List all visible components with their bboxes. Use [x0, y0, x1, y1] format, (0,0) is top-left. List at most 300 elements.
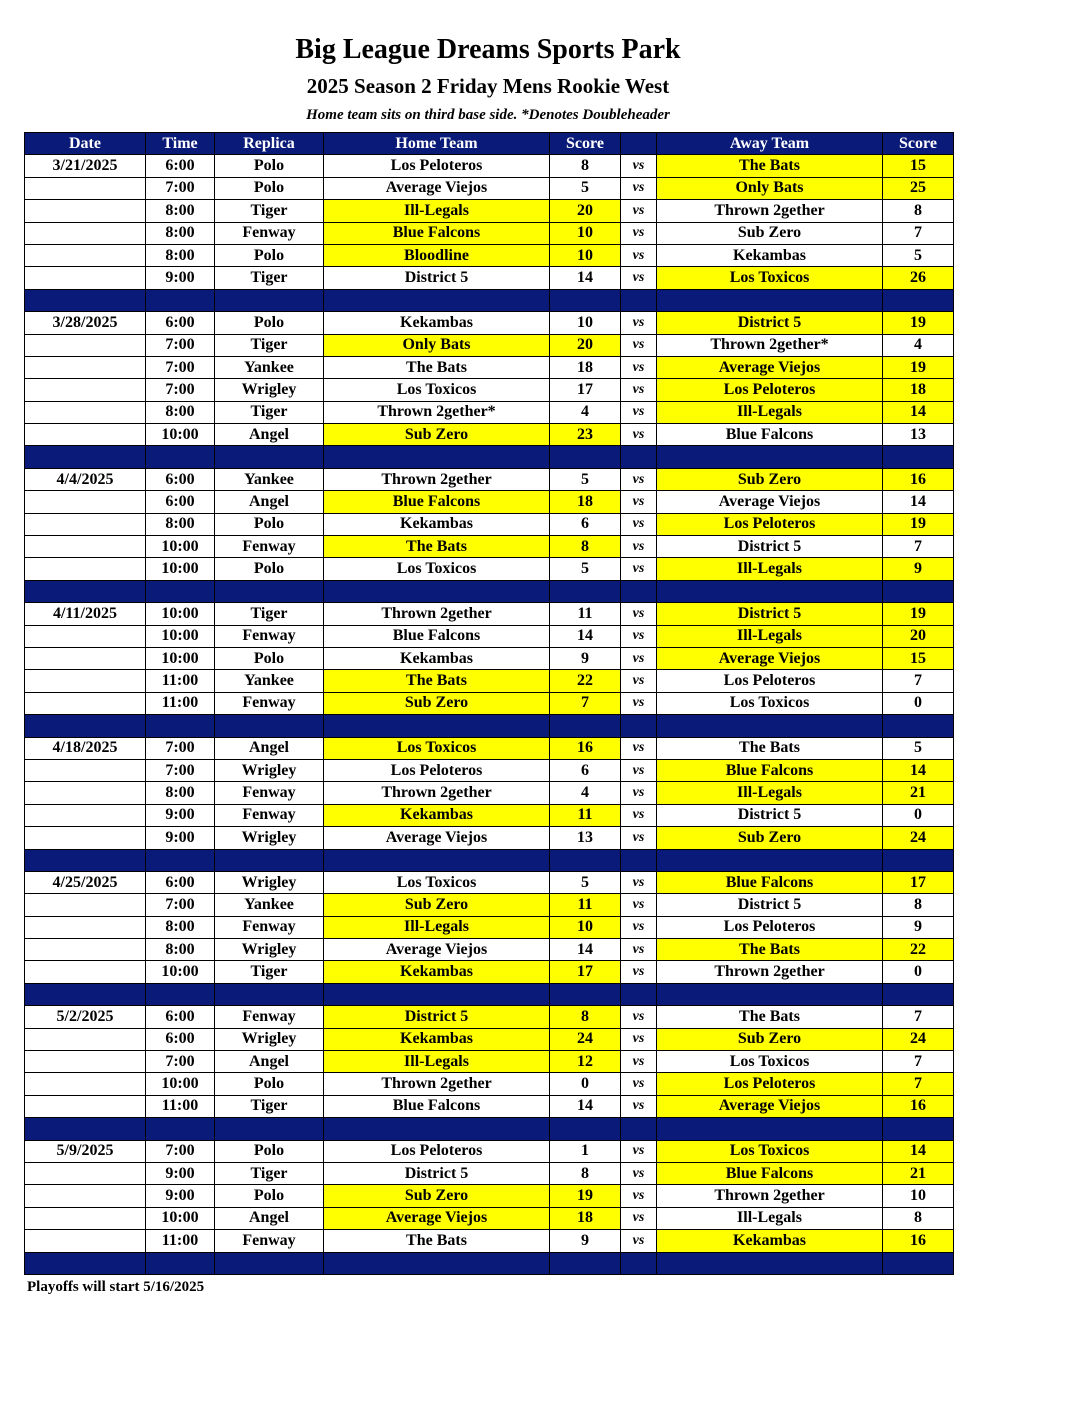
table-row [25, 1028, 954, 1050]
vs-cell: vs [621, 1073, 657, 1095]
date-cell [25, 334, 146, 356]
vs-cell: vs [621, 625, 657, 647]
vs-cell: vs [621, 1028, 657, 1050]
field-cell: Yankee [215, 356, 324, 378]
separator-cell [215, 715, 324, 737]
field-cell: Fenway [215, 916, 324, 938]
vs-cell: vs [621, 916, 657, 938]
home-team-cell: Thrown 2gether [324, 782, 550, 804]
vs-cell: vs [621, 603, 657, 625]
away-score-cell: 8 [883, 200, 954, 222]
vs-cell: vs [621, 155, 657, 177]
table-row [25, 334, 954, 356]
home-team-cell: Sub Zero [324, 424, 550, 446]
away-team-cell: Los Toxicos [657, 267, 883, 289]
away-team-cell: Blue Falcons [657, 871, 883, 893]
date-cell [25, 491, 146, 513]
away-team-cell: Los Peloteros [657, 916, 883, 938]
away-team-cell: Blue Falcons [657, 1162, 883, 1184]
separator-cell [621, 1252, 657, 1274]
separator-cell [883, 1252, 954, 1274]
table-row [25, 222, 954, 244]
home-score-cell: 4 [550, 782, 621, 804]
away-score-cell: 7 [883, 670, 954, 692]
date-cell [25, 1028, 146, 1050]
table-row [25, 513, 954, 535]
date-cell [25, 625, 146, 647]
away-team-cell: Ill-Legals [657, 625, 883, 647]
away-score-cell: 19 [883, 312, 954, 334]
home-team-cell: Los Peloteros [324, 759, 550, 781]
home-score-cell: 6 [550, 759, 621, 781]
separator-cell [324, 289, 550, 311]
home-team-cell: Los Peloteros [324, 155, 550, 177]
separator-cell [621, 446, 657, 468]
home-team-cell: Thrown 2gether [324, 1073, 550, 1095]
separator-cell [146, 849, 215, 871]
vs-cell: vs [621, 424, 657, 446]
away-score-cell: 7 [883, 1051, 954, 1073]
away-team-cell: Ill-Legals [657, 401, 883, 423]
time-cell: 6:00 [146, 871, 215, 893]
field-cell: Angel [215, 424, 324, 446]
away-score-cell: 18 [883, 379, 954, 401]
week-separator-row [25, 715, 954, 737]
time-cell: 10:00 [146, 603, 215, 625]
vs-cell: vs [621, 961, 657, 983]
away-team-cell: Average Viejos [657, 356, 883, 378]
home-team-cell: District 5 [324, 267, 550, 289]
separator-cell [324, 580, 550, 602]
table-row [25, 939, 954, 961]
home-team-cell: Blue Falcons [324, 1095, 550, 1117]
table-row [25, 244, 954, 266]
home-score-cell: 22 [550, 670, 621, 692]
date-cell [25, 200, 146, 222]
field-cell: Fenway [215, 222, 324, 244]
time-cell: 8:00 [146, 513, 215, 535]
home-score-cell: 24 [550, 1028, 621, 1050]
week-separator-row [25, 1252, 954, 1274]
separator-cell [621, 983, 657, 1005]
vs-cell: vs [621, 871, 657, 893]
home-team-cell: Average Viejos [324, 827, 550, 849]
table-row [25, 916, 954, 938]
field-cell: Fenway [215, 536, 324, 558]
time-cell: 9:00 [146, 1162, 215, 1184]
table-row [25, 871, 954, 893]
away-score-cell: 9 [883, 558, 954, 580]
home-team-cell: Thrown 2gether [324, 468, 550, 490]
date-cell [25, 804, 146, 826]
separator-cell [621, 1118, 657, 1140]
time-cell: 6:00 [146, 1028, 215, 1050]
table-row [25, 491, 954, 513]
away-score-cell: 4 [883, 334, 954, 356]
time-cell: 11:00 [146, 670, 215, 692]
home-score-cell: 9 [550, 1230, 621, 1252]
schedule-body [25, 155, 954, 1275]
separator-cell [657, 580, 883, 602]
vs-cell: vs [621, 334, 657, 356]
table-row [25, 1185, 954, 1207]
time-cell: 8:00 [146, 222, 215, 244]
separator-cell [621, 849, 657, 871]
separator-cell [657, 1252, 883, 1274]
home-team-cell: Bloodline [324, 244, 550, 266]
separator-cell [657, 849, 883, 871]
away-team-cell: Los Toxicos [657, 1051, 883, 1073]
vs-cell: vs [621, 692, 657, 714]
table-row [25, 827, 954, 849]
time-cell: 7:00 [146, 177, 215, 199]
separator-cell [25, 446, 146, 468]
home-team-cell: Kekambas [324, 513, 550, 535]
home-score-cell: 0 [550, 1073, 621, 1095]
time-cell: 10:00 [146, 1073, 215, 1095]
table-row [25, 1207, 954, 1229]
time-cell: 8:00 [146, 244, 215, 266]
time-cell: 9:00 [146, 267, 215, 289]
home-score-cell: 9 [550, 647, 621, 669]
separator-cell [550, 715, 621, 737]
separator-cell [324, 446, 550, 468]
date-cell [25, 379, 146, 401]
away-team-cell: Sub Zero [657, 222, 883, 244]
separator-cell [324, 1118, 550, 1140]
home-score-cell: 17 [550, 379, 621, 401]
table-row [25, 1140, 954, 1162]
home-team-cell: Blue Falcons [324, 222, 550, 244]
away-score-cell: 16 [883, 468, 954, 490]
field-cell: Wrigley [215, 939, 324, 961]
home-team-cell: Ill-Legals [324, 916, 550, 938]
home-score-cell: 14 [550, 1095, 621, 1117]
field-cell: Polo [215, 647, 324, 669]
vs-cell: vs [621, 200, 657, 222]
separator-cell [550, 446, 621, 468]
home-score-cell: 14 [550, 267, 621, 289]
date-cell: 3/28/2025 [25, 312, 146, 334]
home-score-cell: 13 [550, 827, 621, 849]
field-cell: Angel [215, 737, 324, 759]
table-row [25, 177, 954, 199]
date-cell [25, 961, 146, 983]
home-team-cell: Sub Zero [324, 692, 550, 714]
field-cell: Tiger [215, 401, 324, 423]
home-team-cell: Kekambas [324, 647, 550, 669]
away-score-cell: 14 [883, 1140, 954, 1162]
date-cell [25, 647, 146, 669]
time-cell: 11:00 [146, 1230, 215, 1252]
table-row [25, 1095, 954, 1117]
time-cell: 7:00 [146, 759, 215, 781]
separator-cell [883, 580, 954, 602]
vs-cell: vs [621, 782, 657, 804]
field-cell: Wrigley [215, 871, 324, 893]
home-score-cell: 8 [550, 536, 621, 558]
away-team-cell: Los Peloteros [657, 1073, 883, 1095]
away-score-cell: 16 [883, 1230, 954, 1252]
date-cell [25, 782, 146, 804]
away-team-cell: Los Toxicos [657, 692, 883, 714]
away-score-cell: 7 [883, 1006, 954, 1028]
field-cell: Yankee [215, 468, 324, 490]
home-score-cell: 10 [550, 916, 621, 938]
separator-cell [215, 1252, 324, 1274]
home-team-cell: The Bats [324, 536, 550, 558]
field-cell: Angel [215, 1051, 324, 1073]
home-score-cell: 14 [550, 939, 621, 961]
date-cell [25, 356, 146, 378]
date-cell: 3/21/2025 [25, 155, 146, 177]
home-team-cell: Thrown 2gether [324, 603, 550, 625]
vs-cell: vs [621, 177, 657, 199]
field-cell: Polo [215, 1073, 324, 1095]
away-team-cell: The Bats [657, 1006, 883, 1028]
home-team-cell: Only Bats [324, 334, 550, 356]
field-cell: Tiger [215, 961, 324, 983]
date-cell [25, 894, 146, 916]
date-cell [25, 536, 146, 558]
home-score-cell: 10 [550, 244, 621, 266]
time-cell: 6:00 [146, 312, 215, 334]
date-cell [25, 1095, 146, 1117]
home-score-cell: 8 [550, 155, 621, 177]
field-cell: Tiger [215, 200, 324, 222]
separator-cell [550, 983, 621, 1005]
week-separator-row [25, 580, 954, 602]
away-score-cell: 19 [883, 356, 954, 378]
date-cell [25, 916, 146, 938]
separator-cell [550, 289, 621, 311]
week-separator-row [25, 446, 954, 468]
away-team-cell: Thrown 2gether [657, 200, 883, 222]
date-cell [25, 222, 146, 244]
field-cell: Tiger [215, 603, 324, 625]
table-row [25, 759, 954, 781]
vs-cell: vs [621, 513, 657, 535]
field-cell: Polo [215, 558, 324, 580]
away-team-cell: Ill-Legals [657, 1207, 883, 1229]
time-cell: 7:00 [146, 356, 215, 378]
field-cell: Wrigley [215, 827, 324, 849]
home-team-cell: Kekambas [324, 1028, 550, 1050]
col-away-team: Away Team [657, 133, 883, 155]
home-team-cell: Los Toxicos [324, 558, 550, 580]
home-score-cell: 7 [550, 692, 621, 714]
separator-cell [550, 849, 621, 871]
date-cell [25, 401, 146, 423]
week-separator-row [25, 1118, 954, 1140]
col-time: Time [146, 133, 215, 155]
home-team-cell: Average Viejos [324, 1207, 550, 1229]
time-cell: 9:00 [146, 827, 215, 849]
away-team-cell: District 5 [657, 804, 883, 826]
home-team-cell: Blue Falcons [324, 625, 550, 647]
field-cell: Polo [215, 155, 324, 177]
table-row [25, 1006, 954, 1028]
home-score-cell: 11 [550, 894, 621, 916]
table-row [25, 603, 954, 625]
time-cell: 7:00 [146, 737, 215, 759]
field-cell: Tiger [215, 267, 324, 289]
date-cell: 5/2/2025 [25, 1006, 146, 1028]
away-score-cell: 7 [883, 536, 954, 558]
time-cell: 9:00 [146, 1185, 215, 1207]
table-row [25, 1162, 954, 1184]
date-cell [25, 558, 146, 580]
away-score-cell: 14 [883, 759, 954, 781]
week-separator-row [25, 289, 954, 311]
playoffs-note: Playoffs will start 5/16/2025 [27, 1279, 205, 1295]
time-cell: 10:00 [146, 1207, 215, 1229]
field-cell: Polo [215, 312, 324, 334]
away-team-cell: Thrown 2gether [657, 1185, 883, 1207]
away-score-cell: 16 [883, 1095, 954, 1117]
field-cell: Yankee [215, 670, 324, 692]
away-team-cell: Ill-Legals [657, 782, 883, 804]
vs-cell: vs [621, 1185, 657, 1207]
separator-cell [621, 715, 657, 737]
away-team-cell: Only Bats [657, 177, 883, 199]
away-team-cell: Thrown 2gether* [657, 334, 883, 356]
away-score-cell: 0 [883, 804, 954, 826]
separator-cell [215, 1118, 324, 1140]
vs-cell: vs [621, 1095, 657, 1117]
home-score-cell: 11 [550, 603, 621, 625]
date-cell: 4/25/2025 [25, 871, 146, 893]
separator-cell [146, 446, 215, 468]
table-row [25, 894, 954, 916]
away-team-cell: Los Peloteros [657, 379, 883, 401]
separator-cell [657, 1118, 883, 1140]
home-team-cell: Kekambas [324, 312, 550, 334]
vs-cell: vs [621, 894, 657, 916]
home-team-cell: Sub Zero [324, 894, 550, 916]
date-cell [25, 1051, 146, 1073]
away-score-cell: 5 [883, 244, 954, 266]
vs-cell: vs [621, 827, 657, 849]
home-score-cell: 4 [550, 401, 621, 423]
home-team-cell: Los Toxicos [324, 379, 550, 401]
away-team-cell: Average Viejos [657, 647, 883, 669]
away-score-cell: 24 [883, 1028, 954, 1050]
home-team-cell: The Bats [324, 356, 550, 378]
date-cell [25, 827, 146, 849]
home-team-cell: Los Toxicos [324, 871, 550, 893]
away-team-cell: District 5 [657, 536, 883, 558]
time-cell: 10:00 [146, 424, 215, 446]
away-score-cell: 14 [883, 401, 954, 423]
separator-cell [657, 289, 883, 311]
date-cell [25, 1207, 146, 1229]
field-cell: Angel [215, 1207, 324, 1229]
date-cell [25, 759, 146, 781]
away-team-cell: Blue Falcons [657, 759, 883, 781]
home-score-cell: 5 [550, 177, 621, 199]
home-team-cell: Thrown 2gether* [324, 401, 550, 423]
away-team-cell: Kekambas [657, 244, 883, 266]
separator-cell [215, 983, 324, 1005]
away-score-cell: 21 [883, 1162, 954, 1184]
table-row [25, 737, 954, 759]
home-score-cell: 10 [550, 222, 621, 244]
table-row [25, 1073, 954, 1095]
table-header-row [25, 133, 954, 155]
table-row [25, 356, 954, 378]
home-score-cell: 8 [550, 1006, 621, 1028]
away-team-cell: Blue Falcons [657, 424, 883, 446]
separator-cell [25, 1252, 146, 1274]
away-team-cell: Sub Zero [657, 468, 883, 490]
date-cell: 4/4/2025 [25, 468, 146, 490]
away-team-cell: District 5 [657, 894, 883, 916]
week-separator-row [25, 983, 954, 1005]
away-score-cell: 0 [883, 692, 954, 714]
col-away-score: Score [883, 133, 954, 155]
field-cell: Wrigley [215, 1028, 324, 1050]
week-separator-row [25, 849, 954, 871]
away-team-cell: The Bats [657, 737, 883, 759]
field-cell: Wrigley [215, 379, 324, 401]
home-score-cell: 18 [550, 1207, 621, 1229]
home-team-cell: The Bats [324, 1230, 550, 1252]
vs-cell: vs [621, 401, 657, 423]
vs-cell: vs [621, 536, 657, 558]
home-score-cell: 11 [550, 804, 621, 826]
home-score-cell: 20 [550, 200, 621, 222]
field-cell: Fenway [215, 804, 324, 826]
separator-cell [25, 715, 146, 737]
page-title: Big League Dreams Sports Park [295, 34, 681, 65]
away-team-cell: The Bats [657, 155, 883, 177]
home-score-cell: 23 [550, 424, 621, 446]
vs-cell: vs [621, 312, 657, 334]
home-team-cell: Sub Zero [324, 1185, 550, 1207]
away-team-cell: Thrown 2gether [657, 961, 883, 983]
away-score-cell: 8 [883, 1207, 954, 1229]
away-team-cell: Average Viejos [657, 1095, 883, 1117]
home-score-cell: 5 [550, 558, 621, 580]
away-team-cell: Sub Zero [657, 827, 883, 849]
schedule-table [24, 132, 954, 1275]
table-row [25, 401, 954, 423]
home-score-cell: 5 [550, 468, 621, 490]
home-team-cell: Kekambas [324, 804, 550, 826]
vs-cell: vs [621, 1230, 657, 1252]
vs-cell: vs [621, 1006, 657, 1028]
away-team-cell: Los Peloteros [657, 670, 883, 692]
table-row [25, 1051, 954, 1073]
field-cell: Polo [215, 244, 324, 266]
field-cell: Polo [215, 1185, 324, 1207]
date-cell: 4/11/2025 [25, 603, 146, 625]
separator-cell [550, 1252, 621, 1274]
date-cell [25, 244, 146, 266]
time-cell: 6:00 [146, 468, 215, 490]
away-team-cell: Average Viejos [657, 491, 883, 513]
time-cell: 8:00 [146, 401, 215, 423]
table-row [25, 267, 954, 289]
date-cell [25, 513, 146, 535]
away-team-cell: Sub Zero [657, 1028, 883, 1050]
home-team-cell: Kekambas [324, 961, 550, 983]
date-cell [25, 939, 146, 961]
col-home-score: Score [550, 133, 621, 155]
separator-cell [146, 715, 215, 737]
home-team-cell: Los Toxicos [324, 737, 550, 759]
